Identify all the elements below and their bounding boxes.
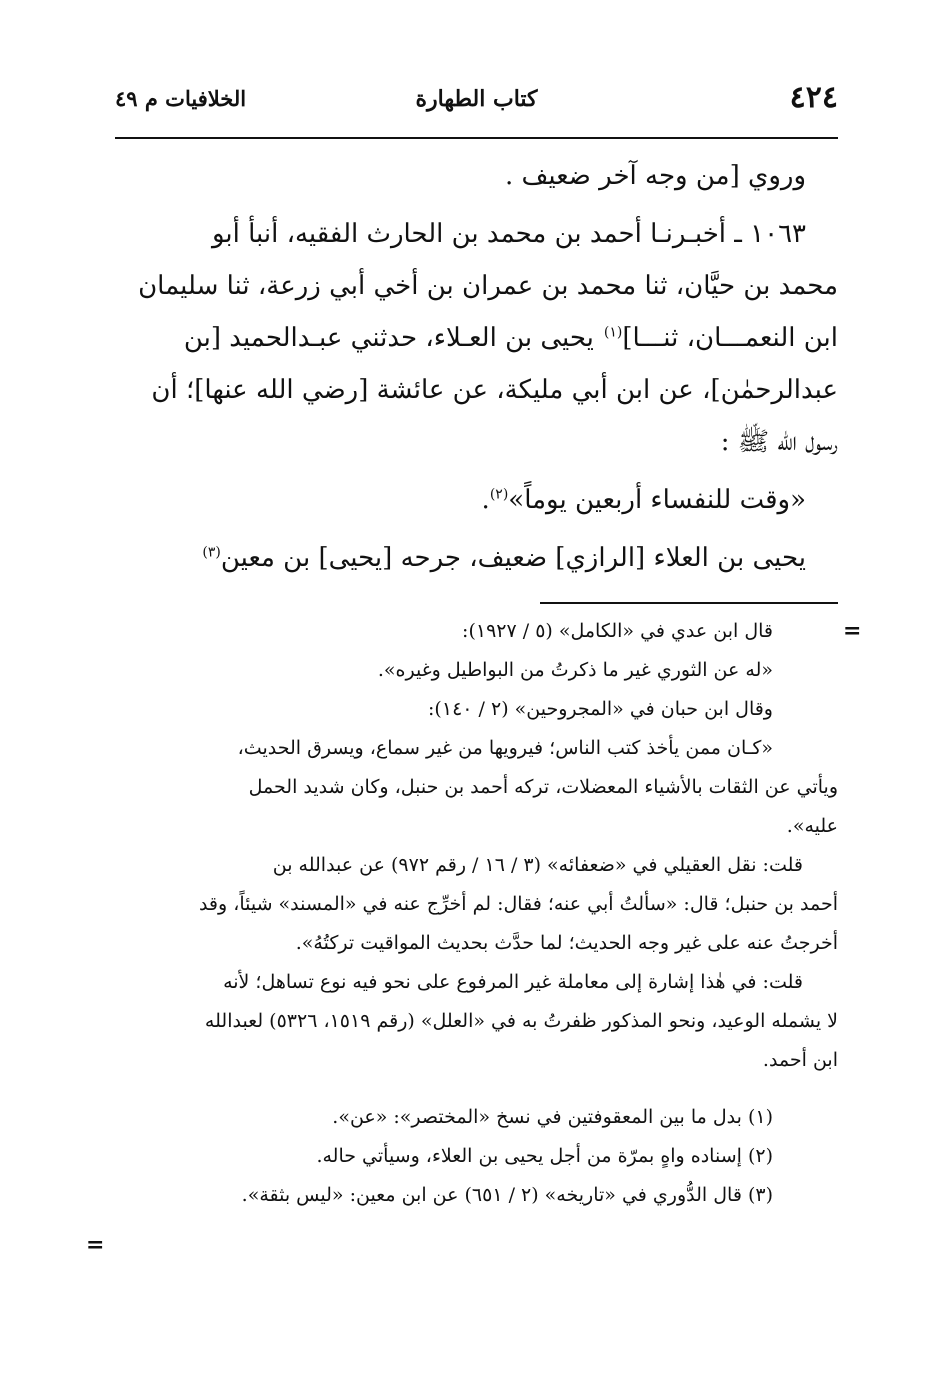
hadith-text: ابن النعمـــان، ثنـــا] [622,323,838,353]
footnote-ref: (١) [603,324,623,341]
continuation-mark: = [843,618,862,644]
footnote-2: (٢) إسناده واهٍ بمرّة من أجل يحيى بن العلاء، وسيأتي حاله. [316,1145,773,1167]
note-line: وقال ابن حبان في «المجروحين» (٢ / ١٤٠): [428,698,773,720]
main-text [110,150,838,584]
hadith-line: محمد بن حيَّان، ثنا محمد بن عمران بن أخي أبي زرعة، ثنا سليمان [138,271,838,301]
hadith-line: ١٠٦٣ ـ أخبـرنـا أحمد بن محمد بن الحارث الفقيه، أنبأ أبو [211,219,806,249]
quote-end: . [481,485,490,515]
hadith-line: عبدالرحمٰن]، عن ابن أبي مليكة، عن عائشة [رضي الله عنها]؛ أن [151,375,838,405]
quote-text: «وقت للنفساء أربعين يوماً» [508,485,806,515]
section-title: كتاب الطهارة [415,86,538,112]
narrator-text: يحيى بن العلاء [الرازي] ضعيف، جرحه [يحيى] بن معين [220,543,806,573]
note-line: ابن أحمد. [762,1049,838,1071]
hadith-line [110,312,838,364]
footnote-ref: (٢) [489,486,509,503]
footnote-rule [540,602,838,604]
footnotes [110,612,838,1215]
hadith-text: يحيى بن العـلاء، حدثني عبـدالحميد [بن [183,323,594,353]
note-line: أخرجتُ عنه على غير وجه الحديث؛ لما حدَّث بحديث المواقيت تركتُهُ». [295,932,838,954]
note-line: قال ابن عدي في «الكامل» (٥ / ١٩٢٧): [462,620,773,642]
hadith-line: رسول الله ﷺ : [720,427,838,457]
footnote-ref: (٣) [202,544,221,561]
note-line: قلت: نقل العقيلي في «ضعفائه» (٣ / ١٦ / رقم ٩٧٢) عن عبدالله بن [272,854,803,876]
header-rule [115,137,838,139]
note-line: لا يشمله الوعيد، ونحو المذكور ظفرتُ به في «العلل» (رقم ١٥١٩، ٥٣٢٦) لعبدالله [204,1010,838,1032]
note-line: «له عن الثوري غير ما ذكرتُ من البواطيل وغيره». [377,659,773,681]
note-line: «كـان ممن يأخذ كتب الناس؛ فيرويها من غير سماع، ويسرق الحديث، [237,737,773,759]
footnote-1: (١) بدل ما بين المعقوفتين في نسخ «المختصر»: «عن». [332,1106,773,1128]
narrator-note [110,532,838,584]
page-number: ٤٢٤ [789,80,838,115]
hadith-quote [110,474,838,526]
continuation-mark: = [86,1232,105,1258]
note-line: قلت: في هٰذا إشارة إلى معاملة غير المرفوع على نحو فيه نوع تساهل؛ لأنه [223,971,803,993]
note-line: عليه». [786,815,838,837]
text-line: وروي [من وجه آخر ضعيف . [504,161,806,191]
volume-label: الخلافيات م ٤٩ [115,86,247,111]
footnote-3: (٣) قال الدُّوري في «تاريخه» (٢ / ٦٥١) عن ابن معين: «ليس بثقة». [241,1184,773,1206]
running-header [115,80,838,124]
note-line: أحمد بن حنبل؛ قال: «سألتُ أبي عنه؛ فقال: لم أخرِّج عنه في «المسند» شيئاً، وقد [198,893,838,915]
note-line: ويأتي عن الثقات بالأشياء المعضلات، تركه أحمد بن حنبل، وكان شديد الحمل [248,776,838,798]
